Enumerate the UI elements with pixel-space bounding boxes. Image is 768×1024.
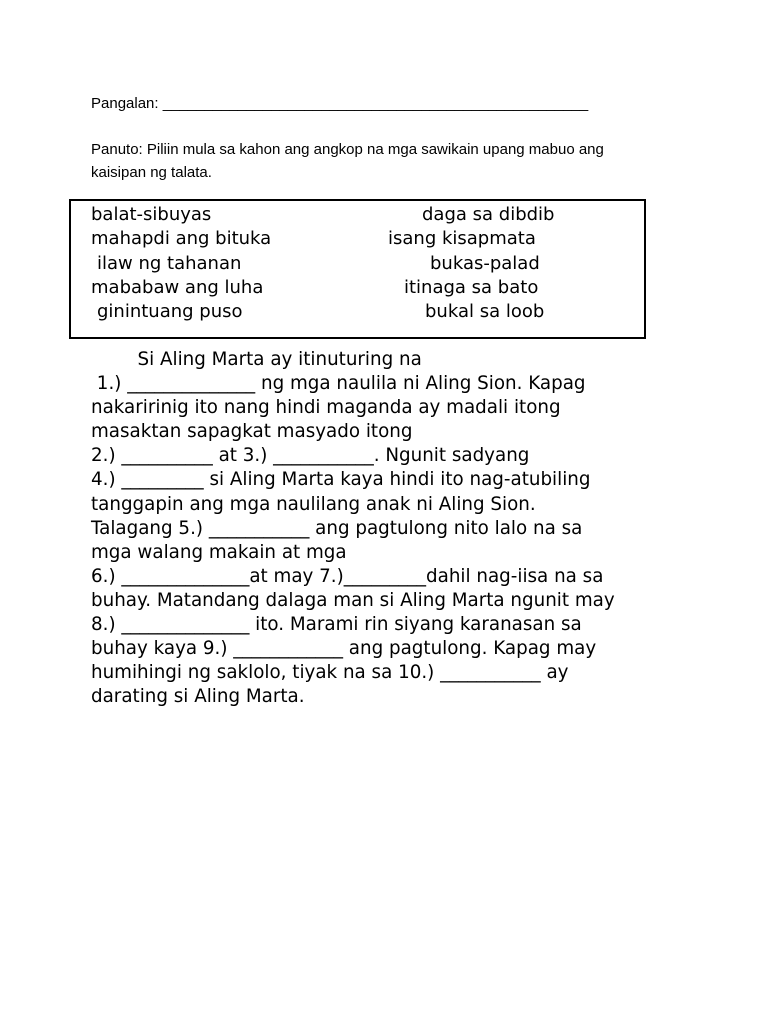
passage-line: masaktan sapagkat masyado itong xyxy=(91,421,413,443)
passage-line: mga walang makain at mga xyxy=(91,541,347,563)
passage-line: humihingi ng saklolo, tiyak na sa 10.) ___________ ay xyxy=(91,662,569,684)
instructions-text: Panuto: Piliin mula sa kahon ang angkop na mga sawikain upang mabuo ang kaisipan ng talata. xyxy=(91,141,604,181)
passage-line: 4.) _________ si Aling Marta kaya hindi ito nag-atubiling xyxy=(91,469,591,491)
word-bank-item: mababaw ang luha xyxy=(91,277,264,298)
passage-line: darating si Aling Marta. xyxy=(91,686,305,708)
word-bank-item: daga sa dibdib xyxy=(422,204,555,225)
passage-line: Talagang 5.) ___________ ang pagtulong nito lalo na sa xyxy=(91,517,583,539)
passage-line: nakaririnig ito nang hindi maganda ay madali itong xyxy=(91,397,561,419)
passage-line: 6.) ______________at may 7.)_________dahil nag-iisa na sa xyxy=(91,565,604,587)
passage-line: 2.) __________ at 3.) ___________. Ngunit sadyang xyxy=(91,445,530,467)
word-bank-item: bukal sa loob xyxy=(425,301,545,322)
passage-line: tanggapin ang mga naulilang anak ni Aling Sion. xyxy=(91,493,536,515)
passage-line: buhay kaya 9.) ____________ ang pagtulong. Kapag may xyxy=(91,638,597,660)
passage-line: buhay. Matandang dalaga man si Aling Marta ngunit may xyxy=(91,589,615,611)
word-bank-item: balat-sibuyas xyxy=(91,204,212,225)
word-bank-item: itinaga sa bato xyxy=(404,277,539,298)
word-bank-item: isang kisapmata xyxy=(388,228,536,249)
word-bank-item: mahapdi ang bituka xyxy=(91,228,272,249)
name-field-label: Pangalan: ___________________________________________________ xyxy=(91,95,589,112)
passage-paragraph xyxy=(91,348,691,709)
word-bank-item: ilaw ng tahanan xyxy=(97,253,242,274)
passage-line: 1.) ______________ ng mga naulila ni Aling Sion. Kapag xyxy=(91,373,586,395)
passage-line: 8.) ______________ ito. Marami rin siyang karanasan sa xyxy=(91,614,582,636)
word-bank-item: ginintuang puso xyxy=(97,301,243,322)
passage-line: Si Aling Marta ay itinuturing na xyxy=(91,349,422,370)
word-bank-item: bukas-palad xyxy=(430,253,540,274)
